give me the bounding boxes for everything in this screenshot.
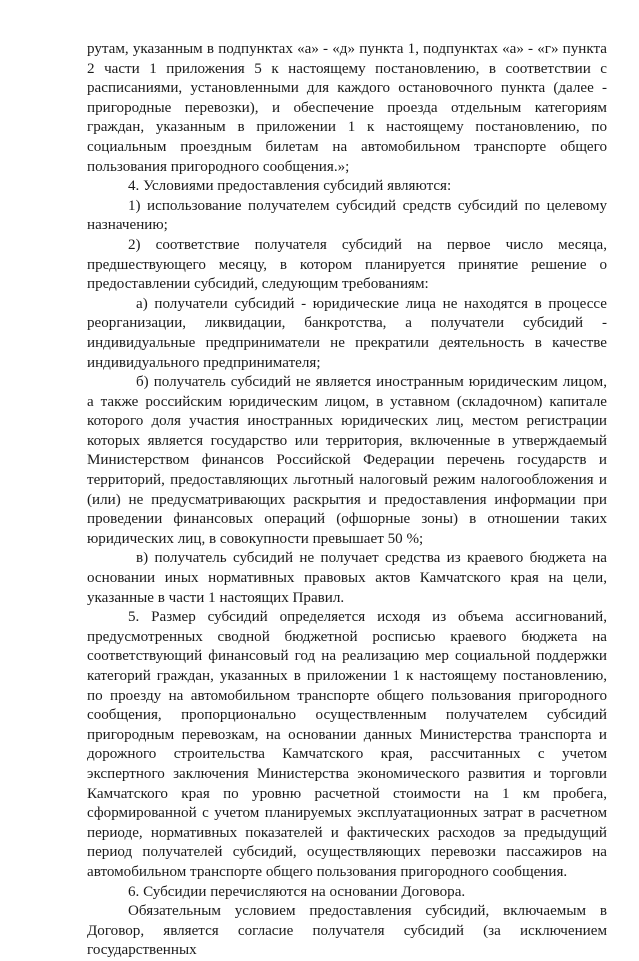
- paragraph-item-6: 6. Субсидии перечисляются на основании Договора.: [128, 883, 466, 900]
- paragraph-condition: Обязательным условием предоставления субсидий, включаемым в Договор, является согласие получателя субсидий (за исключением государственных: [87, 903, 607, 959]
- paragraph-subitem-v: в) получатель субсидий не получает средства из краевого бюджета на основании иных нормативных правовых актов Камчатского края на цели, указанные в части 1 настоящих Правил.: [87, 550, 607, 606]
- document-body: [87, 40, 607, 961]
- paragraph-item-4: 4. Условиями предоставления субсидий являются:: [128, 178, 452, 195]
- paragraph-subitem-1: 1) использование получателем субсидий средств субсидий по целевому назначению;: [87, 197, 607, 234]
- paragraph-subitem-b: б) получатель субсидий не является иностранным юридическим лицом, а также российским юридическим лицом, в уставном (складочном) капитале которого доля участия иностранных юридических лиц, местом регистрации которых является государство или территория, включенные в утверждаемый Министерством финансов Российской Федерации перечень государств и территорий, предоставляющих льготный налоговый режим налогообложения и (или) не предусматривающих раскрытия и предоставления информации при проведении финансовых операций (офшорные зоны) в отношении таких юридических лиц, в совокупности превышает 50 %;: [87, 374, 607, 547]
- paragraph-item-5: 5. Размер субсидий определяется исходя из объема ассигнований, предусмотренных сводной бюджетной росписью краевого бюджета на соответствующий финансовый год на реализацию мер социальной поддержки категорий граждан, указанных в приложении 1 к настоящему постановлению, по проезду на автомобильном транспорте общего пользования пригородного сообщения, пропорционально осуществленным получателем субсидий пригородным перевозкам, на основании данных Министерства транспорта и дорожного строительства Камчатского края, рассчитанных с учетом экспертного заключения Министерства экономического развития и торговли Камчатского края по уровню расчетной стоимости на 1 км пробега, сформированной с учетом планируемых эксплуатационных затрат в расчетном периоде, нормативных показателей и фактических расходов за предыдущий период получателей субсидий, осуществляющих перевозки пассажиров на автомобильном транспорте общего пользования пригородного сообщения.: [87, 609, 607, 880]
- paragraph-subitem-a: а) получатели субсидий - юридические лица не находятся в процессе реорганизации, ликвидации, банкротства, а получатели субсидий - индивидуальные предприниматели не прекратили деятельность в качестве индивидуального предпринимателя;: [87, 295, 607, 371]
- paragraph-subitem-2: 2) соответствие получателя субсидий на первое число месяца, предшествующего месяцу, в котором планируется принятие решение о предоставлении субсидий, следующим требованиям:: [87, 236, 607, 293]
- paragraph-intro: рутам, указанным в подпунктах «а» - «д» пункта 1, подпунктах «а» - «г» пункта 2 части 1 приложения 5 к настоящему постановлению, в соответствии с расписаниями, установленными для каждого остановочного пункта (далее - пригородные перевозки), и обеспечение проезда отдельным категориям граждан, указанным в приложении 1 к настоящему постановлению, по социальным проездным билетам на автомобильном транспорте общего пользования пригородного сообщения.»;: [87, 41, 607, 175]
